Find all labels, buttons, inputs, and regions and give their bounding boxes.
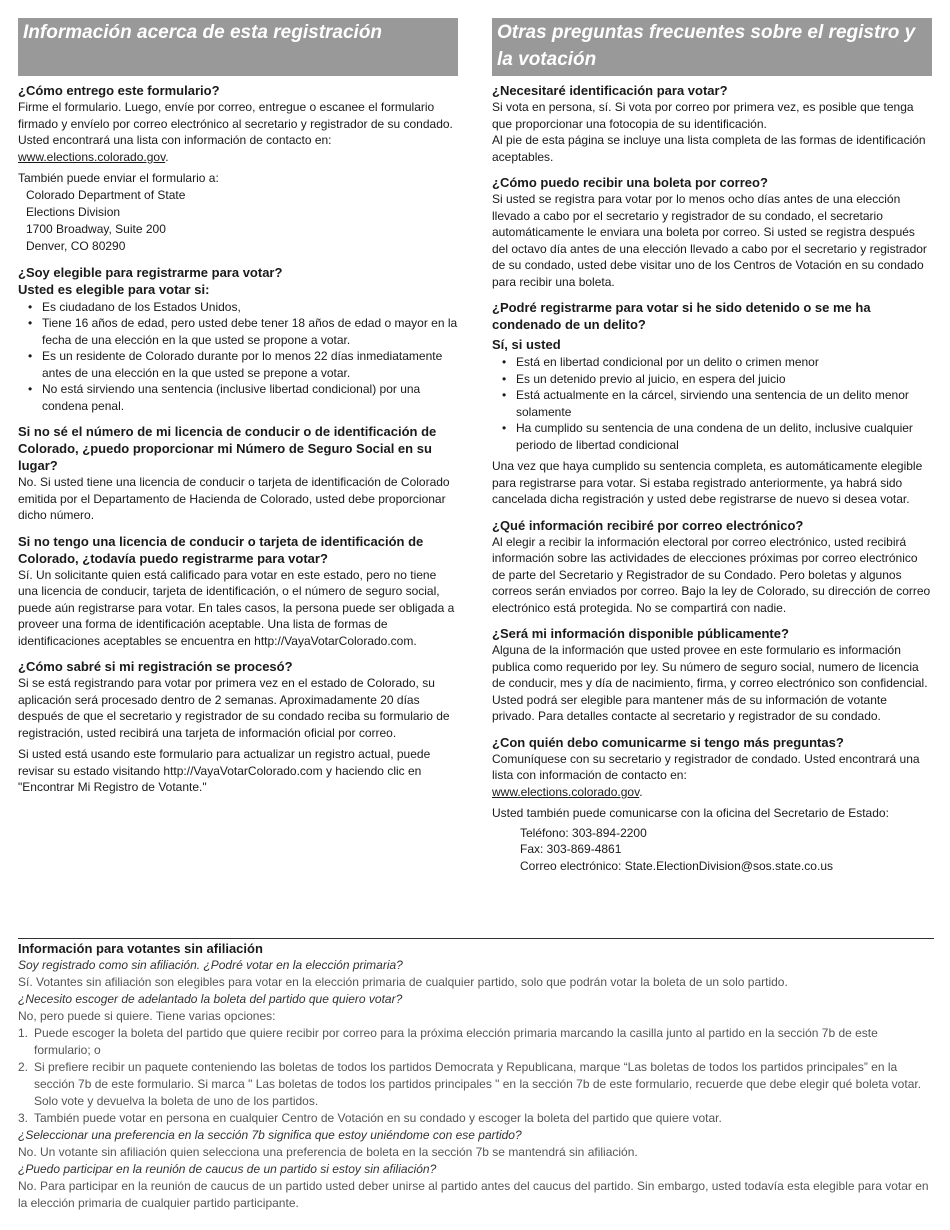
unaffiliated-answer: Sí. Votantes sin afiliación son elegibles para votar en la elección primaria de cualquier partido, solo que podrán votar la boleta de un solo partido. bbox=[18, 975, 788, 989]
eligibility-subtitle: Usted es elegible para votar si: bbox=[18, 281, 210, 297]
answer-public-info: Alguna de la información que usted provee en este formulario es información publica como requerido por ley. Su número de seguro social, numero de licencia de conducir, mes y día de nacimiento, firma, y correo electrónico son confidencial. Usted podrá ser elegible para mantener más de su información de votante privado. Para detalles contacte al secretario y registrador de su condado. bbox=[492, 643, 928, 723]
felony-subtitle: Sí, si usted bbox=[492, 337, 561, 352]
right-column bbox=[492, 18, 932, 874]
list-item: • Es un residente de Colorado durante por lo menos 22 días inmediatamente antes de una elección en la que usted se prepone a votar. bbox=[18, 348, 458, 381]
list-item: • Es ciudadano de los Estados Unidos, bbox=[18, 299, 458, 316]
list-item: 1. Puede escoger la boleta del partido que quiere recibir por correo para la próxima elección primaria marcando la casilla junto al partido en la sección 7b de este formulario; o bbox=[18, 1026, 878, 1057]
sos-contacts bbox=[492, 825, 932, 875]
question-contact: ¿Con quién debo comunicarme si tengo más preguntas? bbox=[492, 734, 844, 750]
list-item: • Es un detenido previo al juicio, en espera del juicio bbox=[492, 371, 932, 388]
question-email-info: ¿Qué información recibiré por correo electrónico? bbox=[492, 517, 804, 533]
list-item: • Ha cumplido su sentencia de una condena de un delito, inclusive cualquier periodo de libertad condicional bbox=[492, 420, 932, 453]
answer-id-needed: Si vota en persona, sí. Si vota por correo por primera vez, es posible que tenga que proporcionar una fotocopia de su identificación. bbox=[492, 100, 914, 131]
right-section-banner: Otras preguntas frecuentes sobre el registro y la votación bbox=[492, 18, 932, 76]
eligibility-list bbox=[18, 299, 458, 415]
answer-mail-ballot: Si usted se registra para votar por lo menos ocho días antes de una elección llevado a cabo por el secretario y registrador de su condado, el secretario automáticamente le enviara una boleta por correo. Si usted se registra después del octavo día antes de una elección llevado a cabo por el secretario y registrador de su condado, usted debe visitar uno de los Centros de Votación en su condado para recibir una boleta. bbox=[492, 192, 927, 289]
email-line: Correo electrónico: State.ElectionDivision@sos.state.co.us bbox=[520, 858, 833, 873]
list-item: • No está sirviendo una sentencia (inclusive libertad condicional) por una condena penal. bbox=[18, 381, 458, 414]
answer-email-info: Al elegir a recibir la información electoral por correo electrónico, usted recibirá información sobre las actividades de elecciones próximas por correo electrónico de parte del Secretario y Registrador de su Condado. Pero boletas y algunos correos serán enviados por correo. Bajo la ley de Colorado, su dirección de correo electrónico está protegida. No se compartirá con nadie. bbox=[492, 534, 931, 615]
question-mail-ballot: ¿Cómo puedo recibir una boleta por correo? bbox=[492, 175, 768, 190]
question-no-license: Si no tengo una licencia de conducir o tarjeta de identificación de Colorado, ¿todavía puedo registrarme para votar? bbox=[18, 533, 424, 566]
list-item: 2. Si prefiere recibir un paquete conteniendo las boletas de todos los partidos Democrata y Republicana, marque “Las boletas de todos los partidos principales” en la sección 7b de este formulario. Si marca " Las boletas de todos los partidos principales " en la sección 7b de este formulario, recuerde que debe elegir qué boleta votar. Solo vote y devuelva la boleta de uno de los partidos. bbox=[18, 1060, 922, 1108]
answer-processed: Si se está registrando para votar por primera vez en el estado de Colorado, su aplicación será procesado dentro de 2 semanas. Aproximadamente 20 días después de que el secretario y registrador de su condado reciba su formulario de registración, usted recibirá una tarjeta de información oficial por correo. bbox=[18, 676, 450, 740]
list-item: • Tiene 16 años de edad, pero usted debe tener 18 años de edad o mayor en la fecha de una elección en la que usted se propone a votar. bbox=[18, 315, 458, 348]
contact-link-line: www.elections.colorado.gov. bbox=[492, 784, 643, 799]
phone-line: Teléfono: 303-894-2200 bbox=[520, 825, 647, 840]
answer-contact: Comuníquese con su secretario y registrador de condado. Usted encontrará una lista con información de contacto en: bbox=[492, 751, 920, 782]
answer-ssn: No. Si usted tiene una licencia de conducir o tarjeta de identificación de Colorado emitida por el Departamento de Hacienda de Colorado, usted debe proporcionar dicho número. bbox=[18, 475, 450, 522]
unaffiliated-answer: No, pero puede si quiere. Tiene varias opciones: bbox=[18, 1009, 276, 1023]
answer-processed-update: Si usted está usando este formulario para actualizar un registro actual, puede revisar su estado visitando http://VayaVotarColorado.com y haciendo clic en "Encontrar Mi Registro de Votante." bbox=[18, 747, 431, 794]
answer-how-submit: Firme el formulario. Luego, envíe por correo, entregue o escanee el formulario firmado y envíelo por correo electrónico al secretario y registrador de su condado. Usted encontrará una lista con información de contacto en: www.elections.colorado.gov. bbox=[18, 100, 453, 164]
question-ssn: Si no sé el número de mi licencia de conducir o de identificación de Colorado, ¿puedo proporcionar mi Número de Seguro Social en su lugar? bbox=[18, 424, 437, 473]
unaffiliated-question: ¿Necesito escoger de adelantado la boleta del partido que quiero votar? bbox=[18, 992, 403, 1006]
answer-felony: Una vez que haya cumplido su sentencia completa, es automáticamente elegible para registrarse para votar. Si estaba registrado anteriormente, ya habrá sido cancelada dicha registración y usted debe registrarse de nuevo si desea votar. bbox=[492, 459, 923, 506]
address-line: Denver, CO 80290 bbox=[26, 238, 126, 253]
mail-intro: También puede enviar el formulario a: bbox=[18, 171, 219, 185]
address-line: Colorado Department of State bbox=[26, 187, 186, 202]
question-eligibility: ¿Soy elegible para registrarme para votar? bbox=[18, 264, 283, 280]
left-section-banner: Información acerca de esta registración bbox=[18, 18, 458, 76]
question-id-needed: ¿Necesitaré identificación para votar? bbox=[492, 83, 728, 98]
address-line: Elections Division bbox=[26, 204, 121, 219]
unaffiliated-title: Información para votantes sin afiliación bbox=[18, 941, 263, 956]
list-item: • Está en libertad condicional por un delito o crimen menor bbox=[492, 354, 932, 371]
list-item: 3. También puede votar en persona en cualquier Centro de Votación en su condado y escoger la boleta del partido que quiere votar. bbox=[18, 1111, 722, 1125]
elections-link[interactable]: www.elections.colorado.gov bbox=[18, 149, 166, 164]
unaffiliated-section bbox=[18, 938, 934, 1212]
address-line: 1700 Broadway, Suite 200 bbox=[26, 221, 166, 236]
question-public-info: ¿Será mi información disponible públicamente? bbox=[492, 626, 789, 641]
answer-no-license: Sí. Un solicitante quien está calificado para votar en este estado, pero no tiene una licencia de conducir, tarjeta de identificación, o el número de seguro social, puede aún registrarse para votar. En tales casos, la persona puede ser obligada a proveer una forma de identificación aceptable. Una lista de formas de identificaciones aceptables se encuentra en http://VayaVotarColorado.com. bbox=[18, 567, 455, 648]
unaffiliated-question: Soy registrado como sin afiliación. ¿Podré votar en la elección primaria? bbox=[18, 958, 403, 972]
elections-link[interactable]: www.elections.colorado.gov bbox=[492, 784, 640, 799]
question-how-submit: ¿Cómo entrego este formulario? bbox=[18, 83, 220, 98]
mailing-address bbox=[18, 187, 458, 255]
unaffiliated-question: ¿Puedo participar en la reunión de caucus de un partido si estoy sin afiliación? bbox=[18, 1162, 437, 1176]
ballot-options-list bbox=[18, 1025, 934, 1127]
unaffiliated-question: ¿Seleccionar una preferencia en la sección 7b significa que estoy uniéndome con ese partido? bbox=[18, 1128, 522, 1142]
fax-line: Fax: 303-869-4861 bbox=[520, 842, 622, 856]
question-felony: ¿Podré registrarme para votar si he sido detenido o se me ha condenado de un delito? bbox=[492, 300, 871, 332]
question-processed: ¿Cómo sabré si mi registración se procesó? bbox=[18, 659, 293, 674]
unaffiliated-answer: No. Para participar en la reunión de caucus de un partido usted deber unirse al partido antes del caucus del partido. Sin embargo, usted todavía esta elegible para votar en la elección primaria de cualquier partido participante. bbox=[18, 1179, 929, 1210]
answer-id-list-note: Al pie de esta página se incluye una lista completa de las formas de identificación aceptables. bbox=[492, 133, 926, 164]
unaffiliated-answer: No. Un votante sin afiliación quien selecciona una preferencia de boleta en la sección 7b se mantendrá sin afiliación. bbox=[18, 1145, 638, 1159]
felony-list bbox=[492, 354, 932, 453]
left-column bbox=[18, 18, 458, 796]
sos-intro: Usted también puede comunicarse con la oficina del Secretario de Estado: bbox=[492, 806, 889, 820]
list-item: • Está actualmente en la cárcel, sirviendo una sentencia de un delito menor solamente bbox=[492, 387, 932, 420]
